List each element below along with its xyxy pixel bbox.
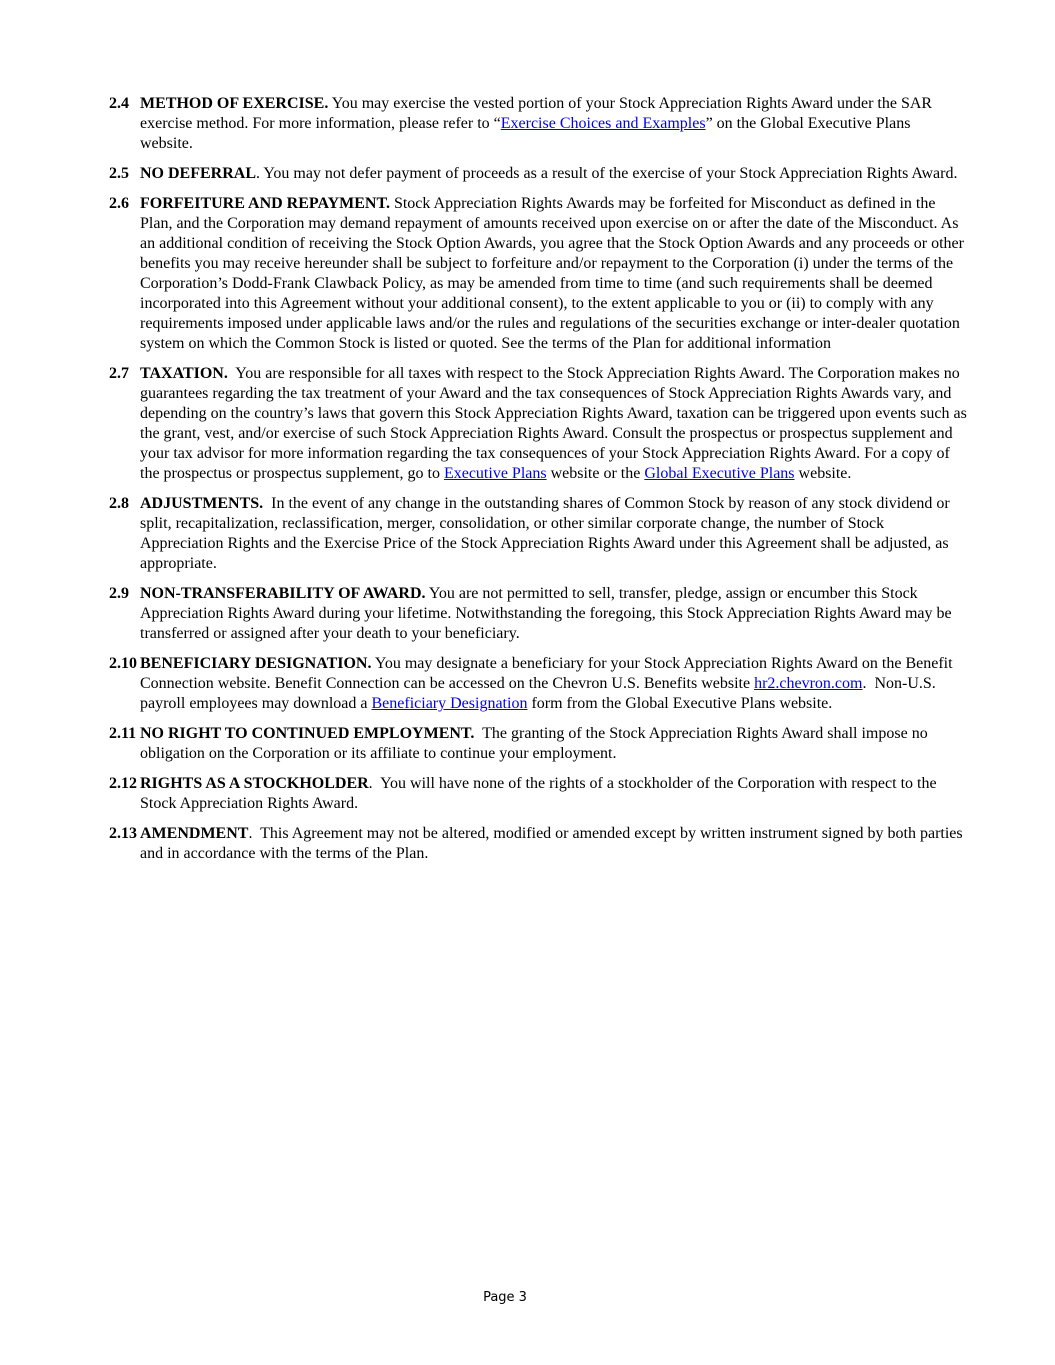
section-heading: FORFEITURE AND REPAYMENT.	[140, 195, 390, 212]
section-text: website or the	[546, 465, 645, 482]
link[interactable]: Global Executive Plans	[644, 465, 795, 482]
section-text: . Non-U.S. payroll employees may download a	[140, 675, 940, 712]
section-text: . You will have none of the rights of a stockholder of the Corporation with respect to the Stock Appreciation Rights Award.	[140, 775, 941, 812]
section-heading: ADJUSTMENTS.	[140, 495, 264, 512]
section-2-12	[109, 774, 967, 814]
link[interactable]: Beneficiary Designation	[371, 695, 528, 712]
section-number: 2.11	[109, 725, 137, 742]
section-2-13	[109, 824, 967, 864]
section-2-10	[109, 654, 967, 714]
section-number: 2.8	[109, 495, 129, 512]
section-text: You may exercise the vested portion of your Stock Appreciation Rights Award under the SAR exercise method. For more information, please refer to “	[140, 95, 937, 132]
section-2-6	[109, 194, 967, 354]
section-2-9	[109, 584, 967, 644]
section-2-8	[109, 494, 967, 574]
section-heading: NON-TRANSFERABILITY OF AWARD.	[140, 585, 426, 602]
section-2-7	[109, 364, 971, 484]
section-number: 2.7	[109, 365, 129, 382]
section-number: 2.12	[109, 775, 137, 792]
section-text: You are responsible for all taxes with respect to the Stock Appreciation Rights Award. The Corporation makes no guarantees regarding the tax treatment of your Award and the tax consequences of Stock Appreciation Rights Awards vary, and depending on the country’s laws that govern this Stock Appreciation Rights Award, taxation can be triggered upon events such as the grant, vest, and/or exercise of such Stock Appreciation Rights Award. Consult the prospectus or prospectus supplement and your tax advisor for more information regarding the tax consequences of your Stock Appreciation Rights Award. For a copy of the prospectus or prospectus supplement, go to	[140, 365, 971, 482]
section-text: You may designate a beneficiary for your Stock Appreciation Rights Award on the Benefit Connection website. Benefit Connection can be accessed on the Chevron U.S. Benefits website	[140, 655, 957, 692]
document-body	[109, 94, 971, 874]
section-heading: NO RIGHT TO CONTINUED EMPLOYMENT.	[140, 725, 475, 742]
section-number: 2.13	[109, 825, 137, 842]
section-text: . You may not defer payment of proceeds as a result of the exercise of your Stock Appreciation Rights Award.	[256, 165, 958, 182]
section-heading: AMENDMENT	[140, 825, 249, 842]
section-text: In the event of any change in the outstanding shares of Common Stock by reason of any stock dividend or split, recapitalization, reclassification, merger, consolidation, or other similar corporate change, the number of Stock Appreciation Rights and the Exercise Price of the Stock Appreciation Rights Award under this Agreement shall be adjusted, as appropriate.	[140, 495, 954, 572]
section-number: 2.9	[109, 585, 129, 602]
page-number: Page 3	[483, 1290, 527, 1305]
section-2-11	[109, 724, 967, 764]
section-text: . This Agreement may not be altered, modified or amended except by written instrument signed by both parties and in accordance with the terms of the Plan.	[140, 825, 967, 862]
section-heading: BENEFICIARY DESIGNATION.	[140, 655, 372, 672]
section-text: website.	[794, 465, 852, 482]
section-text: The granting of the Stock Appreciation Rights Award shall impose no obligation on the Corporation or its affiliate to continue your employment.	[140, 725, 932, 762]
link[interactable]: Exercise Choices and Examples	[500, 115, 706, 132]
section-number: 2.10	[109, 655, 137, 672]
section-text: Stock Appreciation Rights Awards may be forfeited for Misconduct as defined in the Plan, and the Corporation may demand repayment of amounts received upon exercise on or after the date of the Misconduct. As an additional condition of receiving the Stock Option Awards, you agree that the Stock Option Awards and any proceeds or other benefits you may receive hereunder shall be subject to forfeiture and/or repayment to the Corporation (i) under the terms of the Corporation’s Dodd-Frank Clawback Policy, as may be amended from time to time (and such requirements shall be deemed incorporated into this Agreement without your additional consent), to the extent applicable to you or (ii) to comply with any requirements imposed under applicable laws and/or the rules and regulations of the securities exchange or inter-dealer quotation system on which the Common Stock is listed or quoted. See the terms of the Plan for additional information	[140, 195, 968, 352]
section-text: form from the Global Executive Plans website.	[527, 695, 833, 712]
section-heading: METHOD OF EXERCISE.	[140, 95, 329, 112]
section-number: 2.4	[109, 95, 129, 112]
section-heading: RIGHTS AS A STOCKHOLDER	[140, 775, 369, 792]
section-2-5	[109, 164, 967, 184]
section-heading: NO DEFERRAL	[140, 165, 257, 182]
section-number: 2.6	[109, 195, 129, 212]
section-text: ” on the Global Executive Plans website.	[140, 115, 915, 152]
section-heading: TAXATION.	[140, 365, 228, 382]
link[interactable]: Executive Plans	[443, 465, 547, 482]
section-number: 2.5	[109, 165, 129, 182]
section-text: You are not permitted to sell, transfer, pledge, assign or encumber this Stock Appreciation Rights Award during your lifetime. Notwithstanding the foregoing, this Stock Appreciation Rights Award may be transferred or assigned after your death to your beneficiary.	[140, 585, 956, 642]
link[interactable]: hr2.chevron.com	[754, 675, 863, 692]
section-2-4	[109, 94, 967, 154]
